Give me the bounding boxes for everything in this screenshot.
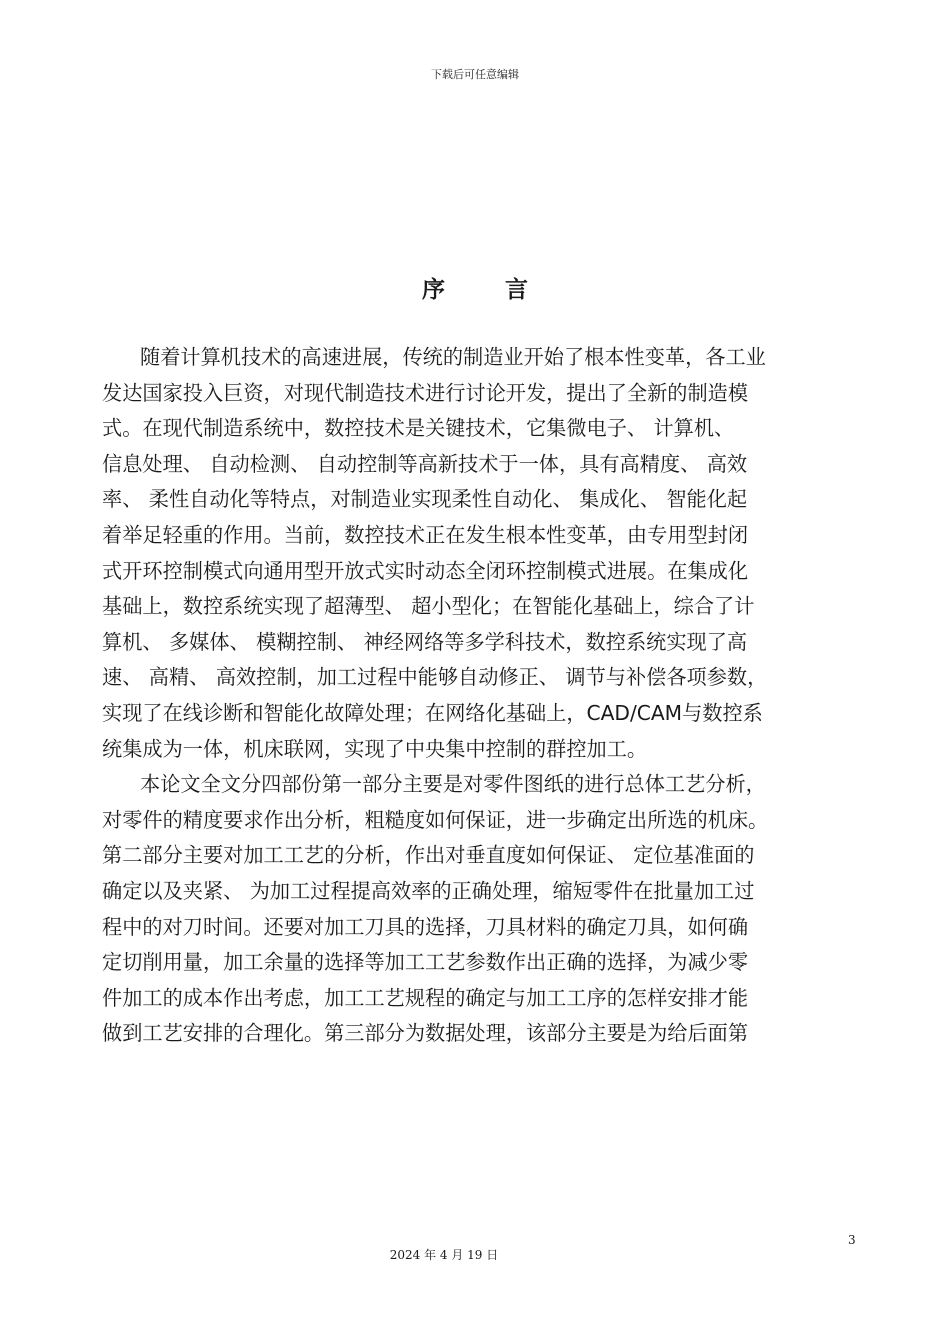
paragraph-line: 程中的对刀时间。还要对加工刀具的选择，刀具材料的确定刀具，如何确 [102,914,749,939]
paragraph-line: 统集成为一体，机床联网，实现了中央集中控制的群控加工。 [102,736,648,761]
paragraph-line: 随着计算机技术的高速进展，传统的制造业开始了根本性变革，各工业 [140,345,766,369]
paragraph-line: 实现了在线诊断和智能化故障处理；在网络化基础上，CAD/CAM与数控系 [102,700,763,725]
paragraph-line: 对零件的精度要求作出分析，粗糙度如何保证，进一步确定出所选的机床。 [102,807,769,832]
paragraph-line: 式开环控制模式向通用型开放式实时动态全闭环控制模式进展。在集成化 [102,558,749,583]
paragraph-line: 信息处理、 自动检测、 自动控制等高新技术于一体，具有高精度、 高效 [102,451,748,476]
paragraph-line: 第二部分主要对加工工艺的分析，作出对垂直度如何保证、 定位基准面的 [102,843,755,868]
paragraph-line: 率、 柔性自动化等特点，对制造业实现柔性自动化、 集成化、 智能化起 [102,487,748,512]
paragraph-line: 式。在现代制造系统中，数控技术是关键技术，它集微电子、 计算机、 [102,416,735,441]
paragraph-line: 基础上，数控系统实现了超薄型、 超小型化；在智能化基础上，综合了计 [102,594,755,619]
paragraph-line: 着举足轻重的作用。当前，数控技术正在发生根本性变革，由专用型封闭 [102,522,749,547]
paragraph-line: 速、 高精、 高效控制，加工过程中能够自动修正、 调节与补偿各项参数， [102,665,768,690]
page-title: 序 言 [421,277,554,303]
paragraph-line: 确定以及夹紧、 为加工过程提高效率的正确处理，缩短零件在批量加工过 [102,878,755,903]
page-header: 下载后可任意编辑 [431,68,519,81]
paragraph-line: 做到工艺安排的合理化。第三部分为数据处理，该部分主要是为给后面第 [102,1021,749,1046]
body-text [102,340,880,1052]
page-number: 3 [848,1233,856,1247]
paragraph-line: 定切削用量，加工余量的选择等加工工艺参数作出正确的选择，为减少零 [102,950,749,975]
paragraph-line: 本论文全文分四部份第一部分主要是对零件图纸的进行总体工艺分析， [140,772,766,797]
footer-date: 2024 年 4 月 19 日 [389,1248,499,1262]
paragraph-line: 发达国家投入巨资，对现代制造技术进行讨论开发，提出了全新的制造模 [102,380,749,405]
paragraph-line: 算机、 多媒体、 模糊控制、 神经网络等多学科技术，数控系统实现了高 [102,629,748,654]
paragraph-line: 件加工的成本作出考虑，加工工艺规程的确定与加工工序的怎样安排才能 [102,985,749,1010]
